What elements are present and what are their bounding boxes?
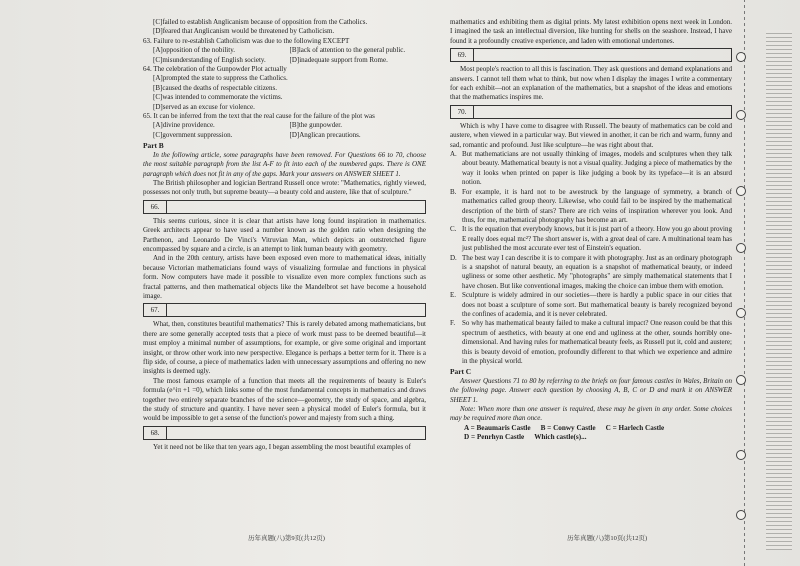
- binding-hole-icon: [736, 186, 746, 196]
- q63-option-a: [A]opposition of the nobility.: [153, 46, 235, 55]
- article-para-4: What, then, constitutes beautiful mathematics? This is rarely debated among mathematicians, but there are some generally accepted tests that a piece of work must pass to be deemed beautiful—it must employ a minimal number of assumptions, for example, or give some original and important insight, or throw other work into new perspective. Elegance is perhaps a better term for it. There is a flip side, of course, a piece of mathematics laden with unnecessary assumptions and offering no new insights is deemed ugly.: [143, 320, 426, 376]
- right-page-footer: 历年真题(八)第10页(共12页): [567, 535, 648, 542]
- binding-hole-icon: [736, 110, 746, 120]
- article-para-9: Which is why I have come to disagree with Russell. The beauty of mathematics can be cold and austere, when viewed in a particular way. But viewed in another, it can be rich and warm, funny and sad, romantic and profound. Just like sculpture—he was right about that.: [450, 121, 732, 149]
- choice-f-letter: F.: [450, 319, 456, 328]
- right-page: [450, 18, 732, 443]
- article-para-1: The British philosopher and logician Bertrand Russell once wrote: "Mathematics, rightly viewed, possesses not only truth, but supreme beauty—a beauty cold and austere, like that of sculpture.": [143, 178, 426, 197]
- answer-box-69-label: 69.: [451, 49, 474, 61]
- q64-stem: 64. The celebration of the Gunpowder Plot actually: [143, 65, 287, 74]
- choice-c: [450, 225, 732, 253]
- q64-option-b: [B]caused the deaths of respectable citizens.: [153, 83, 278, 92]
- left-page: [143, 18, 426, 452]
- choice-e: [450, 291, 732, 319]
- choice-a-letter: A.: [450, 150, 457, 159]
- q65-options-ab: [143, 121, 426, 130]
- q63-stem: 63. Failure to re-establish Catholicism was due to the following EXCEPT: [143, 36, 350, 45]
- q63-option-c: [C]misunderstanding of English society.: [153, 55, 266, 64]
- q64-option-d: [D]served as an excuse for violence.: [153, 102, 255, 111]
- answer-box-70[interactable]: [450, 105, 732, 119]
- part-b-title: Part B: [143, 141, 164, 151]
- choice-b-text: For example, it is hard not to be awestruck by the language of symmetry, a branch of mathematics called group theory. Likewise, who could fail to be inspired by the mathematical description of the birth of stars? There are rich veins of inspiration wherever you look. And thus, for me, mathematical photography has become an art.: [462, 187, 732, 224]
- answer-box-67-label: 67.: [144, 304, 167, 316]
- choice-a: [450, 150, 732, 188]
- choice-e-text: Sculpture is widely admired in our societies—there is hardly a public space in our cities that does not boast a sculpture of some sort. But mathematical beauty is barely recognized beyond the confines of academia, and it is never celebrated.: [462, 291, 732, 318]
- castle-a: A = Beaumaris Castle: [464, 423, 531, 432]
- choice-f: [450, 319, 732, 366]
- choice-e-letter: E.: [450, 291, 457, 300]
- choice-f-text: So why has mathematical beauty failed to make a cultural impact? One reason could be that this spectrum of aesthetics, with beauty at one end and ugliness at the other, sounds horribly one-dimensional. And having rules for mathematical beauty feels, as Russell put it, cold and austere; this is beauty devoid of emotion, profoundly different to that which we experience and admire in the physical world.: [462, 319, 732, 365]
- article-para-2: This seems curious, since it is clear that artists have long found inspiration in mathematics. Greek architects appear to have used a number known as the golden ratio when designing the Parthenon, and Leonardo De Vinci's Vitruvian Man, which depicts an outstretched figure encompassed by square and a circle, is an attempt to link human beauty with geometry.: [143, 216, 426, 253]
- q63-options-cd: [143, 56, 426, 65]
- answer-box-66[interactable]: [143, 200, 426, 214]
- q65-option-a: [A]divine providence.: [153, 121, 215, 130]
- left-page-footer: 历年真题(八)第9页(共12页): [248, 535, 325, 542]
- choice-d-text: The best way I can describe it is to compare it with photography. Just as an ordinary photograph is a snapshot of natural beauty, an equation is a snapshot of mathematical beauty, or indeed ugliness or some other aesthetic. My "photographs" are simply mathematical statements that I have chosen. But like conventional images, making the choice can imbue them with emotion.: [462, 253, 732, 290]
- q64-option-a: [A]prompted the state to suppress the Catholics.: [153, 74, 288, 83]
- choice-d: [450, 254, 732, 292]
- answer-box-69[interactable]: [450, 48, 732, 62]
- castle-list-row-1: [450, 424, 732, 433]
- part-c-instructions: Answer Questions 71 to 80 by referring to the briefs on four famous castles in Wales, Britain on the following page. Answer each question by choosing A, B, C or D and mark it on ANSWER SHEET 1.: [450, 376, 732, 404]
- binding-hole-icon: [736, 52, 746, 62]
- q62-option-d: [D]feared that Anglicanism would be threatened by Catholicism.: [153, 27, 335, 36]
- q65-options-cd: [143, 131, 426, 140]
- binding-hole-icon: [736, 308, 746, 318]
- article-para-5: The most famous example of a function that meets all the requirements of beauty is Euler's formula (e^iπ +1 =0), which links some of the most fundamental concepts in mathematics and draws together two entirely separate branches of the science—geometry, the study of space, and algebra, the study of structure and quantity. I have never seen a physical model of Euler's formula, but it would be impossible to get a sense of the function's power and majesty from such a thing.: [143, 376, 426, 423]
- q64-option-c: [C]was intended to commemorate the victims.: [153, 93, 283, 102]
- answer-box-68[interactable]: [143, 426, 426, 440]
- castle-c: C = Harlech Castle: [605, 423, 665, 432]
- binding-dashed-line: [744, 0, 745, 566]
- choice-c-letter: C.: [450, 225, 457, 234]
- castle-d: D = Penrhyn Castle: [464, 433, 525, 442]
- choice-b: [450, 188, 732, 226]
- answer-box-70-label: 70.: [451, 106, 474, 118]
- q63-option-b: [B]lack of attention to the general public.: [289, 46, 406, 55]
- q65-option-c: [C]government suppression.: [153, 130, 233, 139]
- which-castle-prompt: Which castle(s)...: [534, 433, 587, 442]
- q65-stem: 65. It can be inferred from the text that the real cause for the failure of the plot was: [143, 112, 375, 121]
- binding-edge: [740, 0, 800, 566]
- article-para-3: And in the 20th century, artists have been exposed even more to mathematical ideas, initially because Victorian mathematicians found ways of visualizing formulae and functions in physical form. Now computers have made it possible to visualize even more complex functions such as fractal patterns, and then mathematical objects like the Mandelbrot set have become a household image.: [143, 254, 426, 300]
- castle-list-row-2: [450, 433, 732, 442]
- article-para-7: mathematics and exhibiting them as digital prints. My latest exhibition opens next week in London. I imagined the task an intellectual diversion, like hunting for shells on the seashore. Instead, I have found it a profoundly creative experience, and laden with emotional undertones.: [450, 18, 732, 45]
- article-para-8: Most people's reaction to all this is fascination. They ask questions and demand explanations and answers. I cannot tell them what to think, but now when I display the images I write a commentary for each exhibit—not an explanation of the mathematics, but a snapshot of the ideas and emotions that the mathematics inspires me.: [450, 65, 732, 102]
- part-c-title: Part C: [450, 367, 472, 377]
- binding-stitch-strip: [766, 30, 792, 550]
- answer-box-66-label: 66.: [144, 201, 167, 213]
- binding-hole-icon: [736, 450, 746, 460]
- castle-b: B = Conwy Castle: [540, 423, 596, 432]
- answer-box-68-label: 68.: [144, 427, 167, 439]
- answer-box-67[interactable]: [143, 303, 426, 317]
- choice-c-text: It is the equation that everybody knows, but it is just part of a theory. How you go about proving E really does equal mc²? The short answer is, with a great deal of care. A multinational team has just published the most accurate ever test of Einstein's equation.: [462, 225, 732, 253]
- choice-a-text: But mathematicians are not usually thinking of images, models and sculptures when they talk about beauty. Mathematical beauty is not a visual quality. Judging a piece of mathematics by the way it looks when printed on paper is like judging a book by its typeface—it is an absurd notion.: [462, 150, 732, 187]
- q65-option-b: [B]the gunpowder.: [289, 121, 342, 130]
- part-c-note: Note: When more than one answer is required, these may be given in any order. Some choices may be required more than once.: [450, 405, 732, 423]
- q62-option-c: [C]failed to establish Anglicanism because of opposition from the Catholics.: [153, 18, 368, 26]
- part-b-instructions: In the following article, some paragraphs have been removed. For Questions 66 to 70, choose the most suitable paragraph from the list A-F to fit into each of the numbered gaps. There is ONE paragraph which does not fit in any of the gaps. Mark your answers on ANSWER SHEET 1.: [143, 150, 426, 178]
- q65-option-d: [D]Anglican precautions.: [289, 130, 361, 139]
- q63-options-ab: [143, 46, 426, 55]
- choice-d-letter: D.: [450, 253, 457, 262]
- binding-hole-icon: [736, 510, 746, 520]
- binding-hole-icon: [736, 375, 746, 385]
- article-para-6: Yet it need not be like that ten years ago, I began assembling the most beautiful examples of: [153, 442, 411, 451]
- q63-option-d: [D]inadequate support from Rome.: [289, 55, 388, 64]
- binding-hole-icon: [736, 243, 746, 253]
- choice-b-letter: B.: [450, 187, 457, 196]
